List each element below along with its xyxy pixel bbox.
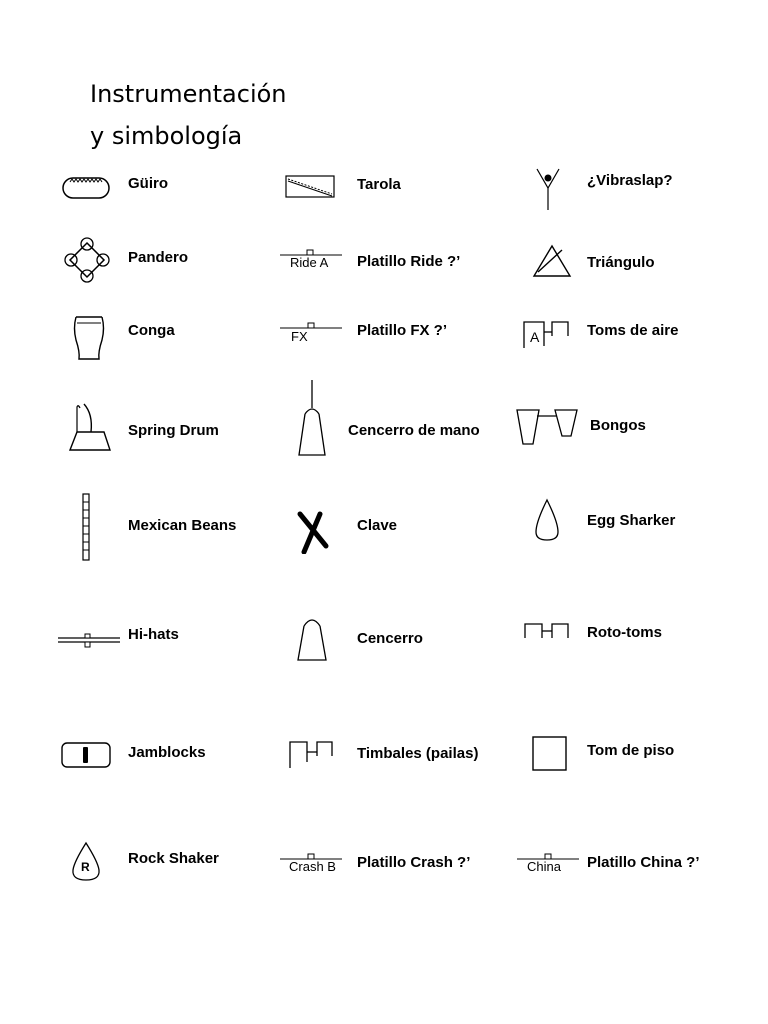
cencerro-icon: [294, 612, 330, 664]
fx-cymbal-icon: [280, 321, 342, 331]
label-vibraslap: ¿Vibraslap?: [587, 172, 673, 189]
label-spring-drum: Spring Drum: [128, 422, 219, 439]
page-title-line1: Instrumentación: [90, 80, 287, 108]
ride-symbol-text: Ride A: [290, 255, 329, 270]
ride-symbol: [280, 248, 342, 272]
bongos-icon: [515, 408, 581, 450]
label-egg-shaker: Egg Sharker: [587, 512, 676, 529]
crash-symbol-text: Crash B: [289, 859, 336, 874]
toms-aire-symbol-text: A: [530, 329, 540, 345]
label-toms-aire: Toms de aire: [587, 322, 679, 339]
china-symbol-text: China: [527, 859, 561, 874]
spring-drum-icon: [66, 402, 114, 452]
egg-shaker-icon: [532, 496, 562, 544]
label-platillo-crash: Platillo Crash ?’: [357, 854, 471, 871]
rock-shaker-symbol: [68, 840, 108, 882]
label-mexican-beans: Mexican Beans: [128, 517, 237, 534]
jamblocks-icon: [60, 740, 112, 770]
triangulo-icon: [532, 242, 574, 280]
label-tarola: Tarola: [357, 176, 401, 193]
fx-symbol-text: FX: [291, 329, 308, 344]
crash-symbol: [280, 852, 342, 876]
pandero-icon: [64, 237, 110, 283]
label-platillo-ride: Platillo Ride ?’: [357, 253, 461, 270]
label-platillo-china: Platillo China ?’: [587, 854, 700, 871]
label-cencerro: Cencerro: [357, 630, 423, 647]
china-symbol: [517, 852, 579, 876]
vibraslap-icon: [535, 166, 561, 214]
label-triangulo: Triángulo: [587, 254, 655, 271]
fx-symbol: [280, 321, 342, 345]
label-roto-toms: Roto-toms: [587, 624, 662, 641]
label-pandero: Pandero: [128, 249, 189, 266]
label-hihats: Hi-hats: [128, 626, 179, 643]
label-tom-piso: Tom de piso: [587, 742, 675, 759]
timbales-icon: [287, 738, 335, 770]
label-timbales: Timbales (pailas): [357, 745, 479, 762]
label-conga: Conga: [128, 322, 175, 339]
label-clave: Clave: [357, 517, 398, 534]
tom-piso-icon: [530, 734, 570, 774]
conga-icon: [72, 314, 106, 362]
mexican-beans-icon: [80, 492, 92, 562]
hihats-icon: [58, 630, 120, 650]
label-rock-shaker: Rock Shaker: [128, 850, 219, 867]
clave-icon: [294, 506, 338, 554]
cencerro-mano-icon: [292, 378, 332, 458]
guiro-icon: [60, 172, 112, 202]
toms-aire-symbol: [522, 318, 572, 350]
label-guiro: Güiro: [128, 175, 168, 192]
label-cencerro-mano: Cencerro de mano: [348, 422, 480, 439]
roto-toms-icon: [522, 620, 572, 640]
label-platillo-fx: Platillo FX ?’: [357, 322, 448, 339]
label-bongos: Bongos: [590, 417, 646, 434]
rock-shaker-symbol-text: R: [81, 860, 90, 874]
page-title-line2: y simbología: [90, 122, 243, 150]
label-jamblocks: Jamblocks: [128, 744, 206, 761]
tarola-icon: [285, 174, 337, 200]
